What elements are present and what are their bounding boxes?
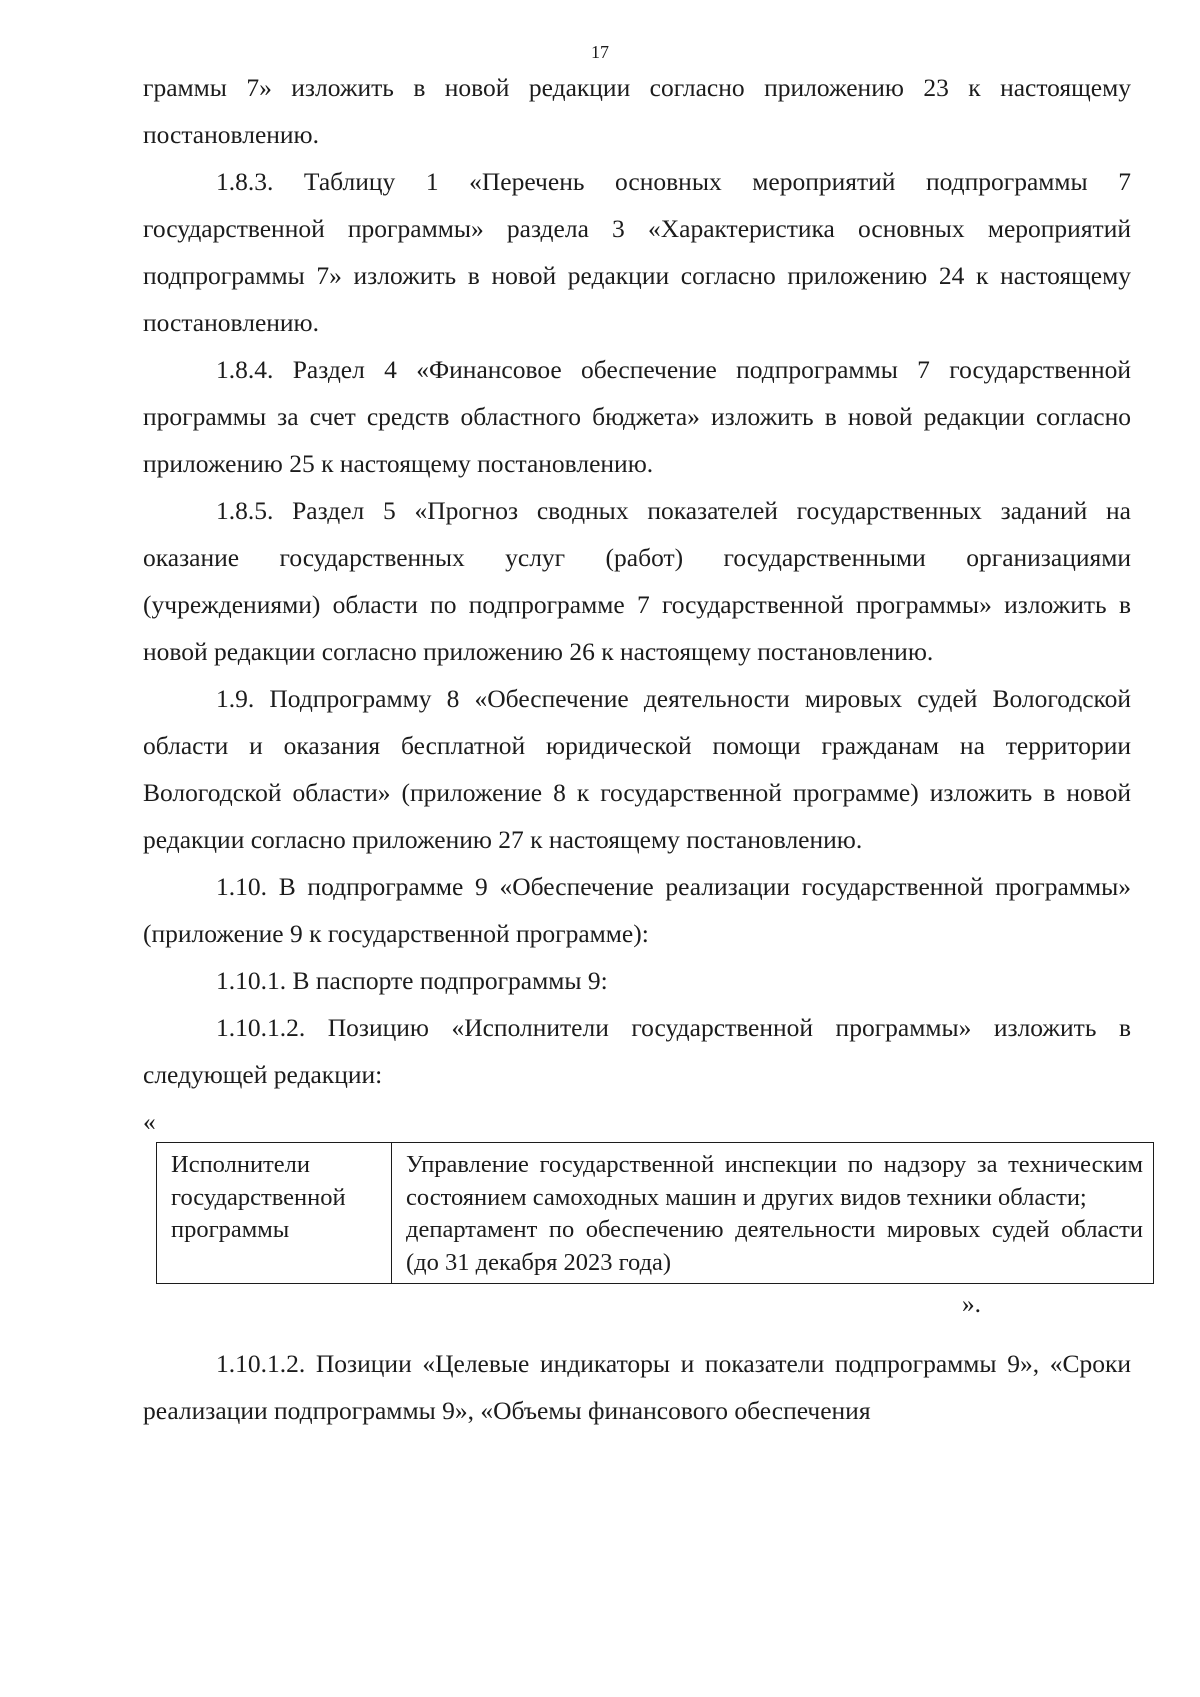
quote-open-mark: « (143, 1107, 156, 1136)
paragraph-1-8-5: 1.8.5. Раздел 5 «Прогноз сводных показателей государственных заданий на оказание государственных услуг (работ) государственными организациями (учреждениями) области по подпрограмме 7 государственной программы» изложить в новой редакции согласно приложению 26 к настоящему постановлению. (143, 496, 1131, 666)
paragraph-1-10-1-2-executors: 1.10.1.2. Позицию «Исполнители государственной программы» изложить в следующей редакции: (143, 1013, 1131, 1089)
paragraph-1-9: 1.9. Подпрограмму 8 «Обеспечение деятельности мировых судей Вологодской области и оказания бесплатной юридической помощи гражданам на территории Вологодской области» (приложение 8 к государственной программе) изложить в новой редакции согласно приложению 27 к настоящему постановлению. (143, 684, 1131, 854)
paragraph-1-10-1: 1.10.1. В паспорте подпрограммы 9: (216, 966, 608, 995)
table-value-cell (392, 1143, 1154, 1284)
paragraph-1-10: 1.10. В подпрограмме 9 «Обеспечение реализации государственной программы» (приложение 9 к государственной программе): (143, 872, 1131, 948)
quote-close-mark: ». (961, 1289, 981, 1318)
table-value-line-2: департамент по обеспечению деятельности мировых судей области (до 31 декабря 2023 года) (406, 1216, 1143, 1276)
table-label-cell: Исполнители государственной программы (157, 1143, 392, 1284)
page-number: 17 (591, 42, 609, 62)
table-row (157, 1143, 1154, 1284)
paragraph-1-10-1-2-positions: 1.10.1.2. Позиции «Целевые индикаторы и показатели подпрограммы 9», «Сроки реализации подпрограммы 9», «Объемы финансового обеспечения (143, 1349, 1131, 1425)
table-value-line-1: Управление государственной инспекции по надзору за техническим состоянием самоходных машин и других видов техники области; (406, 1151, 1143, 1211)
passport-table (156, 1142, 1154, 1284)
paragraph-1-8-4: 1.8.4. Раздел 4 «Финансовое обеспечение подпрограммы 7 государственной программы за счет средств областного бюджета» изложить в новой редакции согласно приложению 25 к настоящему постановлению. (143, 355, 1131, 478)
paragraph-1-8-3: 1.8.3. Таблицу 1 «Перечень основных мероприятий подпрограммы 7 государственной программы» раздела 3 «Характеристика основных мероприятий подпрограммы 7» изложить в новой редакции согласно приложению 24 к настоящему постановлению. (143, 167, 1131, 337)
document-body (143, 64, 1143, 1434)
paragraph-continuation: граммы 7» изложить в новой редакции согласно приложению 23 к настоящему постановлению. (143, 73, 1131, 149)
